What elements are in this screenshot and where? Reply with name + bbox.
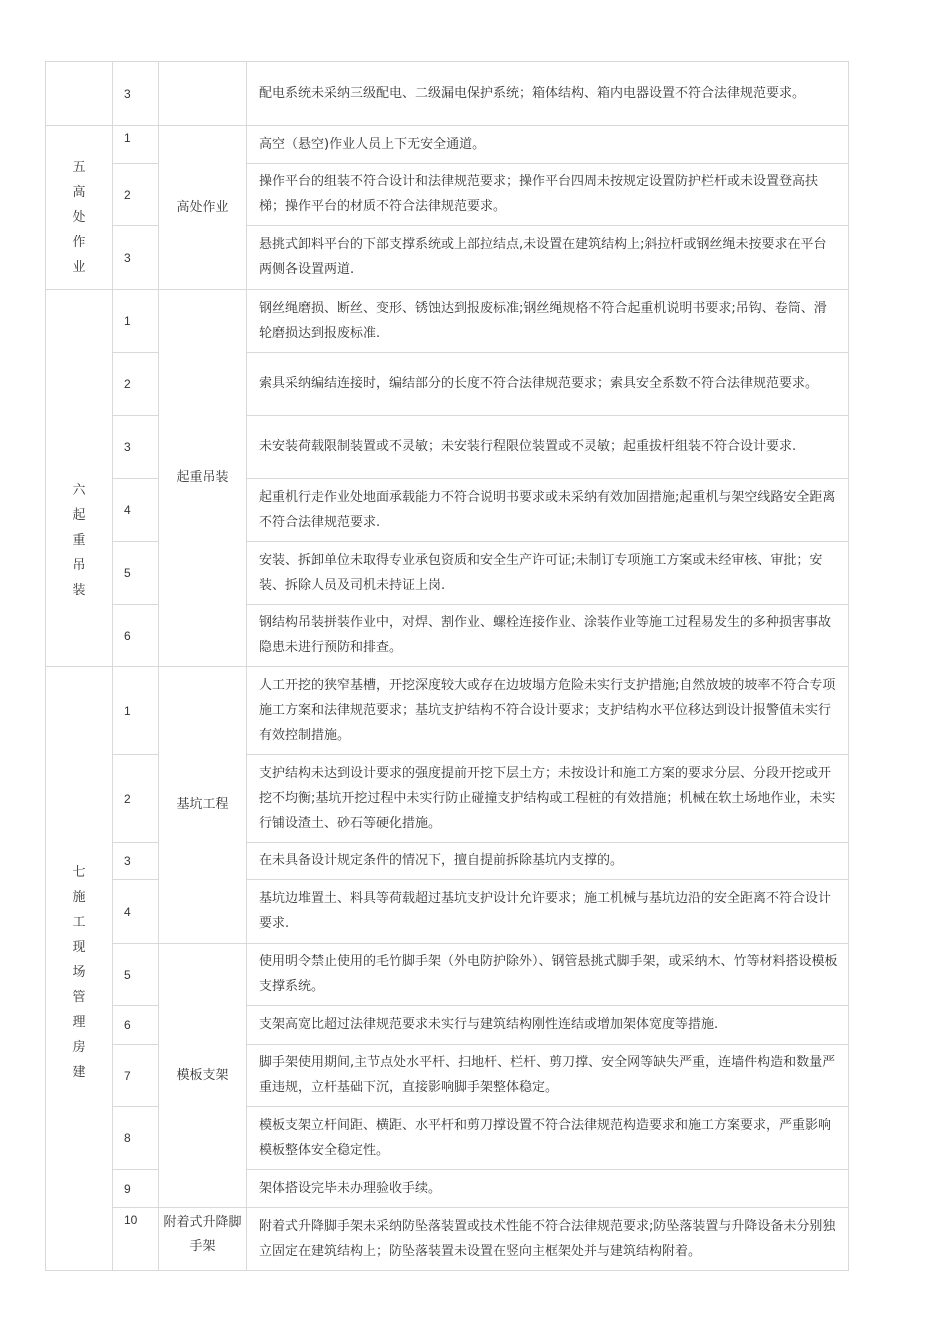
- item-number: 2: [113, 353, 159, 416]
- item-number: 1: [113, 126, 159, 164]
- category-char: 七: [72, 865, 86, 880]
- item-description: 附着式升降脚手架未采纳防坠落装置或技术性能不符合法律规范要求;防坠落装置与升降设备未分别独立固定在建筑结构上；防坠落装置未设置在竖向主框架处并与建筑结构附着。: [247, 1208, 849, 1271]
- item-description: 未安装荷载限制装置或不灵敏；未安装行程限位装置或不灵敏；起重拔杆组装不符合设计要求.: [247, 416, 849, 479]
- category-char: 装: [72, 582, 86, 598]
- item-description: 高空（悬空)作业人员上下无安全通道。: [247, 126, 849, 164]
- category-char: 现: [72, 940, 86, 955]
- item-number: 3: [113, 62, 159, 126]
- item-description: 操作平台的组装不符合设计和法律规范要求；操作平台四周未按规定设置防护栏杆或未设置登高扶梯；操作平台的材质不符合法律规范要求。: [247, 164, 849, 226]
- item-number: 9: [113, 1170, 159, 1208]
- category-char: 场: [72, 965, 86, 980]
- category-label: [46, 135, 112, 280]
- category-char: 房: [72, 1040, 86, 1055]
- hazard-table: [45, 61, 849, 1271]
- category-char: 作: [72, 235, 86, 250]
- subject-cell: 模板支架: [159, 944, 247, 1208]
- item-description: 配电系统未采纳三级配电、二级漏电保护系统；箱体结构、箱内电器设置不符合法律规范要求。: [247, 62, 849, 126]
- item-number: 2: [113, 164, 159, 226]
- item-description: 支架高宽比超过法律规范要求未实行与建筑结构刚性连结或增加架体宽度等措施.: [247, 1006, 849, 1045]
- table-row: [46, 944, 849, 1006]
- item-number: 2: [113, 755, 159, 843]
- category-label: [46, 354, 112, 603]
- category-char: 吊: [72, 557, 86, 573]
- item-description: 使用明令禁止使用的毛竹脚手架（外电防护除外）、钢管悬挑式脚手架，或采纳木、竹等材料搭设模板支撑系统。: [247, 944, 849, 1006]
- item-number: 1: [113, 667, 159, 755]
- item-description: 悬挑式卸料平台的下部支撑系统或上部拉结点,未设置在建筑结构上;斜拉杆或钢丝绳未按要求在平台两侧各设置两道.: [247, 226, 849, 290]
- table-row: [46, 1208, 849, 1271]
- category-cell: [46, 126, 113, 290]
- category-char: 六: [72, 482, 86, 498]
- item-number: 7: [113, 1045, 159, 1107]
- item-number: 4: [113, 479, 159, 542]
- item-number: 6: [113, 1006, 159, 1045]
- item-description: 钢丝绳磨损、断丝、变形、锈蚀达到报废标准;钢丝绳规格不符合起重机说明书要求;吊钩、卷筒、滑轮磨损达到报废标准.: [247, 290, 849, 353]
- item-number: 5: [113, 542, 159, 605]
- category-char: 重: [72, 532, 86, 548]
- category-char: 管: [72, 990, 86, 1005]
- subject-cell: 基坑工程: [159, 667, 247, 944]
- item-description: 人工开挖的狭窄基槽，开挖深度较大或存在边坡塌方危险未实行支护措施;自然放坡的坡率不符合专项施工方案和法律规范要求；基坑支护结构不符合设计要求；支护结构水平位移达到设计报警值未实行有效控制措施。: [247, 667, 849, 755]
- table-row: [46, 667, 849, 755]
- item-description: 在未具备设计规定条件的情况下，擅自提前拆除基坑内支撑的。: [247, 843, 849, 880]
- item-number: 8: [113, 1107, 159, 1170]
- category-char: 起: [72, 507, 86, 523]
- category-cell: [46, 667, 113, 1271]
- item-description: 钢结构吊装拼装作业中，对焊、割作业、螺栓连接作业、涂装作业等施工过程易发生的多种损害事故隐患未进行预防和排查。: [247, 605, 849, 667]
- subject-cell: 起重吊装: [159, 290, 247, 667]
- subject-cell: 附着式升降脚手架: [159, 1208, 247, 1271]
- category-char: 高: [72, 185, 86, 200]
- category-char: 理: [72, 1015, 86, 1030]
- table-row: [46, 290, 849, 353]
- subject-cell: [159, 62, 247, 126]
- category-char: 工: [72, 915, 86, 930]
- item-number: 3: [113, 843, 159, 880]
- item-description: 架体搭设完毕未办理验收手续。: [247, 1170, 849, 1208]
- item-description: 安装、拆卸单位未取得专业承包资质和安全生产许可证;未制订专项施工方案或未经审核、审批；安装、拆除人员及司机未持证上岗.: [247, 542, 849, 605]
- item-description: 起重机行走作业处地面承载能力不符合说明书要求或未采纳有效加固措施;起重机与架空线路安全距离不符合法律规范要求.: [247, 479, 849, 542]
- item-description: 索具采纳编结连接时，编结部分的长度不符合法律规范要求；索具安全系数不符合法律规范要求。: [247, 353, 849, 416]
- table-row: [46, 126, 849, 164]
- item-number: 4: [113, 880, 159, 944]
- item-number: 3: [113, 416, 159, 479]
- item-number: 6: [113, 605, 159, 667]
- item-number: 10: [113, 1208, 159, 1271]
- item-description: 脚手架使用期间,主节点处水平杆、扫地杆、栏杆、剪刀撑、安全网等缺失严重，连墙件构造和数量严重违规，立杆基础下沉，直接影响脚手架整体稳定。: [247, 1045, 849, 1107]
- category-char: 处: [72, 210, 86, 225]
- item-number: 5: [113, 944, 159, 1006]
- category-char: 施: [72, 890, 86, 905]
- item-description: 基坑边堆置土、料具等荷载超过基坑支护设计允许要求；施工机械与基坑边沿的安全距离不符合设计要求.: [247, 880, 849, 944]
- table-row: [46, 62, 849, 126]
- item-number: 3: [113, 226, 159, 290]
- category-char: 五: [72, 160, 86, 175]
- category-cell: [46, 290, 113, 667]
- category-char: 业: [72, 260, 86, 275]
- category-cell: [46, 62, 113, 126]
- subject-cell: 高处作业: [159, 126, 247, 290]
- category-label: [46, 852, 112, 1085]
- item-description: 模板支架立杆间距、横距、水平杆和剪刀撑设置不符合法律规范构造要求和施工方案要求，严重影响模板整体安全稳定性。: [247, 1107, 849, 1170]
- item-number: 1: [113, 290, 159, 353]
- item-description: 支护结构未达到设计要求的强度提前开挖下层土方；未按设计和施工方案的要求分层、分段开挖或开挖不均衡;基坑开挖过程中未实行防止碰撞支护结构或工程桩的有效措施；机械在软土场地作业，未实行铺设渣土、砂石等硬化措施。: [247, 755, 849, 843]
- category-char: 建: [72, 1065, 86, 1080]
